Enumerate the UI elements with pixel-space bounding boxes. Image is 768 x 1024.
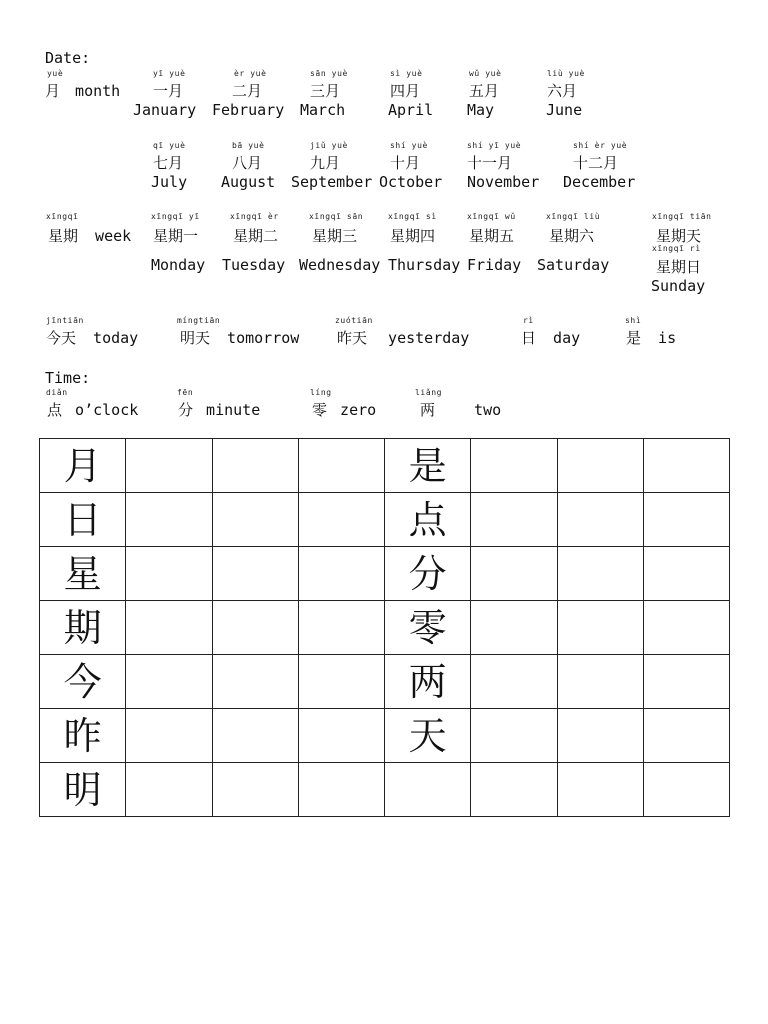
model-character-left: 期 xyxy=(40,601,126,655)
english-january: January xyxy=(133,101,197,119)
hanzi-yesterday xyxy=(337,327,469,348)
pinyin-sunday-ri: xīngqī rì xyxy=(652,244,701,253)
pinyin-november: shí yī yuè xyxy=(467,141,522,150)
english-august: August xyxy=(221,173,276,191)
hanzi: 日 xyxy=(521,329,537,347)
practice-cell[interactable] xyxy=(212,493,298,547)
practice-cell[interactable] xyxy=(643,601,729,655)
hanzi-tuesday: 星期二 xyxy=(233,227,279,245)
model-character-right: 天 xyxy=(385,709,471,763)
model-character-left: 今 xyxy=(40,655,126,709)
grid-row xyxy=(40,601,730,655)
pinyin-june: liù yuè xyxy=(547,69,585,78)
hanzi-friday: 星期五 xyxy=(469,227,515,245)
pinyin-october: shí yuè xyxy=(390,141,428,150)
english: today xyxy=(93,329,139,347)
practice-cell[interactable] xyxy=(471,493,557,547)
pinyin-february: èr yuè xyxy=(234,69,267,78)
english-saturday: Saturday xyxy=(537,256,610,274)
hanzi-sunday-ri: 星期日 xyxy=(656,258,702,276)
hanzi-june: 六月 xyxy=(547,82,578,100)
hanzi: 昨天 xyxy=(337,329,368,347)
english: minute xyxy=(206,401,261,419)
english: tomorrow xyxy=(227,329,300,347)
hanzi-may: 五月 xyxy=(469,82,500,100)
practice-cell[interactable] xyxy=(126,547,212,601)
model-character-right: 点 xyxy=(385,493,471,547)
pinyin-zero: líng xyxy=(310,388,332,397)
hanzi-october: 十月 xyxy=(390,154,421,172)
practice-cell[interactable] xyxy=(471,763,557,817)
english: yesterday xyxy=(388,329,470,347)
model-character-right: 分 xyxy=(385,547,471,601)
english-december: December xyxy=(563,173,636,191)
english-monday: Monday xyxy=(151,256,206,274)
practice-cell[interactable] xyxy=(557,655,643,709)
hanzi: 两 xyxy=(420,401,436,419)
practice-cell[interactable] xyxy=(643,709,729,763)
hanzi-november: 十一月 xyxy=(467,154,513,172)
english-thursday: Thursday xyxy=(388,256,461,274)
pinyin-is: shì xyxy=(625,316,642,325)
english-september: September xyxy=(291,173,373,191)
model-character-left: 日 xyxy=(40,493,126,547)
hanzi-december: 十二月 xyxy=(573,154,619,172)
english-november: November xyxy=(467,173,540,191)
model-character-right: 是 xyxy=(385,439,471,493)
pinyin-two: liǎng xyxy=(415,388,443,397)
grid-row xyxy=(40,709,730,763)
hanzi: 点 xyxy=(47,401,63,419)
pinyin-month: yuè xyxy=(47,69,64,78)
hanzi-april: 四月 xyxy=(390,82,421,100)
time-label: Time: xyxy=(45,369,91,387)
hanzi-september: 九月 xyxy=(310,154,341,172)
pinyin-monday: xīngqī yī xyxy=(151,212,200,221)
model-character-right xyxy=(385,763,471,817)
practice-cell[interactable] xyxy=(643,439,729,493)
practice-cell[interactable] xyxy=(298,439,384,493)
hanzi-august: 八月 xyxy=(232,154,263,172)
pinyin-today: jīntiān xyxy=(46,316,84,325)
english-june: June xyxy=(546,101,583,119)
grid-row xyxy=(40,439,730,493)
hanzi-minute xyxy=(178,399,260,420)
model-character-left: 昨 xyxy=(40,709,126,763)
date-label: Date: xyxy=(45,49,91,67)
practice-grid xyxy=(39,438,730,817)
hanzi-day xyxy=(521,327,580,348)
practice-cell[interactable] xyxy=(126,601,212,655)
practice-cell[interactable] xyxy=(471,709,557,763)
practice-cell[interactable] xyxy=(471,601,557,655)
practice-cell[interactable] xyxy=(643,655,729,709)
pinyin-saturday: xīngqī liù xyxy=(546,212,601,221)
hanzi-wednesday: 星期三 xyxy=(312,227,358,245)
hanzi-sunday-tian: 星期天 xyxy=(656,227,702,245)
grid-row xyxy=(40,547,730,601)
practice-cell[interactable] xyxy=(212,655,298,709)
practice-cell[interactable] xyxy=(471,439,557,493)
hanzi: 今天 xyxy=(46,329,77,347)
practice-cell[interactable] xyxy=(212,601,298,655)
english-tuesday: Tuesday xyxy=(222,256,286,274)
pinyin-thursday: xīngqī sì xyxy=(388,212,437,221)
english-sunday: Sunday xyxy=(651,277,706,295)
english-july: July xyxy=(151,173,188,191)
hanzi: 星期 xyxy=(48,227,79,245)
hanzi: 月 xyxy=(45,82,61,100)
practice-cell[interactable] xyxy=(126,439,212,493)
hanzi-march: 三月 xyxy=(310,82,341,100)
practice-cell[interactable] xyxy=(557,709,643,763)
model-character-left: 明 xyxy=(40,763,126,817)
practice-cell[interactable] xyxy=(557,547,643,601)
pinyin-yesterday: zuótiān xyxy=(335,316,373,325)
pinyin-friday: xīngqī wǔ xyxy=(467,212,516,221)
model-character-right: 零 xyxy=(385,601,471,655)
grid-row xyxy=(40,763,730,817)
hanzi-saturday: 星期六 xyxy=(549,227,595,245)
model-character-left: 月 xyxy=(40,439,126,493)
english-march: March xyxy=(300,101,346,119)
pinyin-august: bā yuè xyxy=(232,141,265,150)
practice-cell[interactable] xyxy=(557,493,643,547)
pinyin-week: xīngqī xyxy=(46,212,79,221)
grid-row xyxy=(40,655,730,709)
practice-cell[interactable] xyxy=(126,493,212,547)
pinyin-tuesday: xīngqī èr xyxy=(230,212,279,221)
english-friday: Friday xyxy=(467,256,522,274)
pinyin-january: yī yuè xyxy=(153,69,186,78)
hanzi-zero xyxy=(312,399,376,420)
english: zero xyxy=(340,401,377,419)
hanzi-is xyxy=(626,327,676,348)
practice-cell[interactable] xyxy=(557,763,643,817)
pinyin-tomorrow: míngtiān xyxy=(177,316,221,325)
pinyin-march: sān yuè xyxy=(310,69,348,78)
english: o’clock xyxy=(75,401,139,419)
hanzi-two xyxy=(420,399,501,420)
english-february: February xyxy=(212,101,285,119)
practice-cell[interactable] xyxy=(643,763,729,817)
pinyin-september: jiǔ yuè xyxy=(310,141,348,150)
english-april: April xyxy=(388,101,434,119)
pinyin-april: sì yuè xyxy=(390,69,423,78)
practice-cell[interactable] xyxy=(212,709,298,763)
practice-cell[interactable] xyxy=(126,709,212,763)
practice-cell[interactable] xyxy=(298,493,384,547)
hanzi-tomorrow xyxy=(180,327,299,348)
pinyin-december: shí èr yuè xyxy=(573,141,628,150)
practice-cell[interactable] xyxy=(298,655,384,709)
practice-cell[interactable] xyxy=(212,763,298,817)
pinyin-oclock: diǎn xyxy=(46,388,68,397)
english: is xyxy=(658,329,677,347)
practice-cell[interactable] xyxy=(126,655,212,709)
pinyin-sunday-tian: xīngqī tiān xyxy=(652,212,712,221)
practice-cell[interactable] xyxy=(643,547,729,601)
english: two xyxy=(474,401,502,419)
practice-cell[interactable] xyxy=(298,547,384,601)
practice-cell[interactable] xyxy=(212,439,298,493)
practice-cell[interactable] xyxy=(471,547,557,601)
grid-row xyxy=(40,493,730,547)
hanzi-month xyxy=(45,80,120,101)
pinyin-july: qī yuè xyxy=(153,141,186,150)
practice-cell[interactable] xyxy=(298,601,384,655)
pinyin-minute: fēn xyxy=(177,388,194,397)
practice-cell[interactable] xyxy=(471,655,557,709)
english-may: May xyxy=(467,101,495,119)
hanzi-february: 二月 xyxy=(232,82,263,100)
english: month xyxy=(75,82,121,100)
practice-cell[interactable] xyxy=(126,763,212,817)
practice-cell[interactable] xyxy=(557,601,643,655)
hanzi-week xyxy=(48,225,131,246)
english-october: October xyxy=(379,173,443,191)
pinyin-wednesday: xīngqī sān xyxy=(309,212,364,221)
hanzi: 明天 xyxy=(180,329,211,347)
practice-cell[interactable] xyxy=(643,493,729,547)
hanzi-today xyxy=(46,327,138,348)
english-wednesday: Wednesday xyxy=(299,256,381,274)
model-character-right: 两 xyxy=(385,655,471,709)
english: day xyxy=(553,329,581,347)
practice-cell[interactable] xyxy=(298,763,384,817)
english: week xyxy=(95,227,132,245)
hanzi-july: 七月 xyxy=(153,154,184,172)
hanzi: 零 xyxy=(312,401,328,419)
hanzi: 分 xyxy=(178,401,194,419)
hanzi-thursday: 星期四 xyxy=(390,227,436,245)
hanzi-january: 一月 xyxy=(153,82,184,100)
hanzi-oclock xyxy=(47,399,138,420)
pinyin-may: wǔ yuè xyxy=(469,69,502,78)
model-character-left: 星 xyxy=(40,547,126,601)
practice-cell[interactable] xyxy=(557,439,643,493)
hanzi-monday: 星期一 xyxy=(153,227,199,245)
practice-cell[interactable] xyxy=(298,709,384,763)
pinyin-day: rì xyxy=(523,316,534,325)
practice-cell[interactable] xyxy=(212,547,298,601)
hanzi: 是 xyxy=(626,329,642,347)
